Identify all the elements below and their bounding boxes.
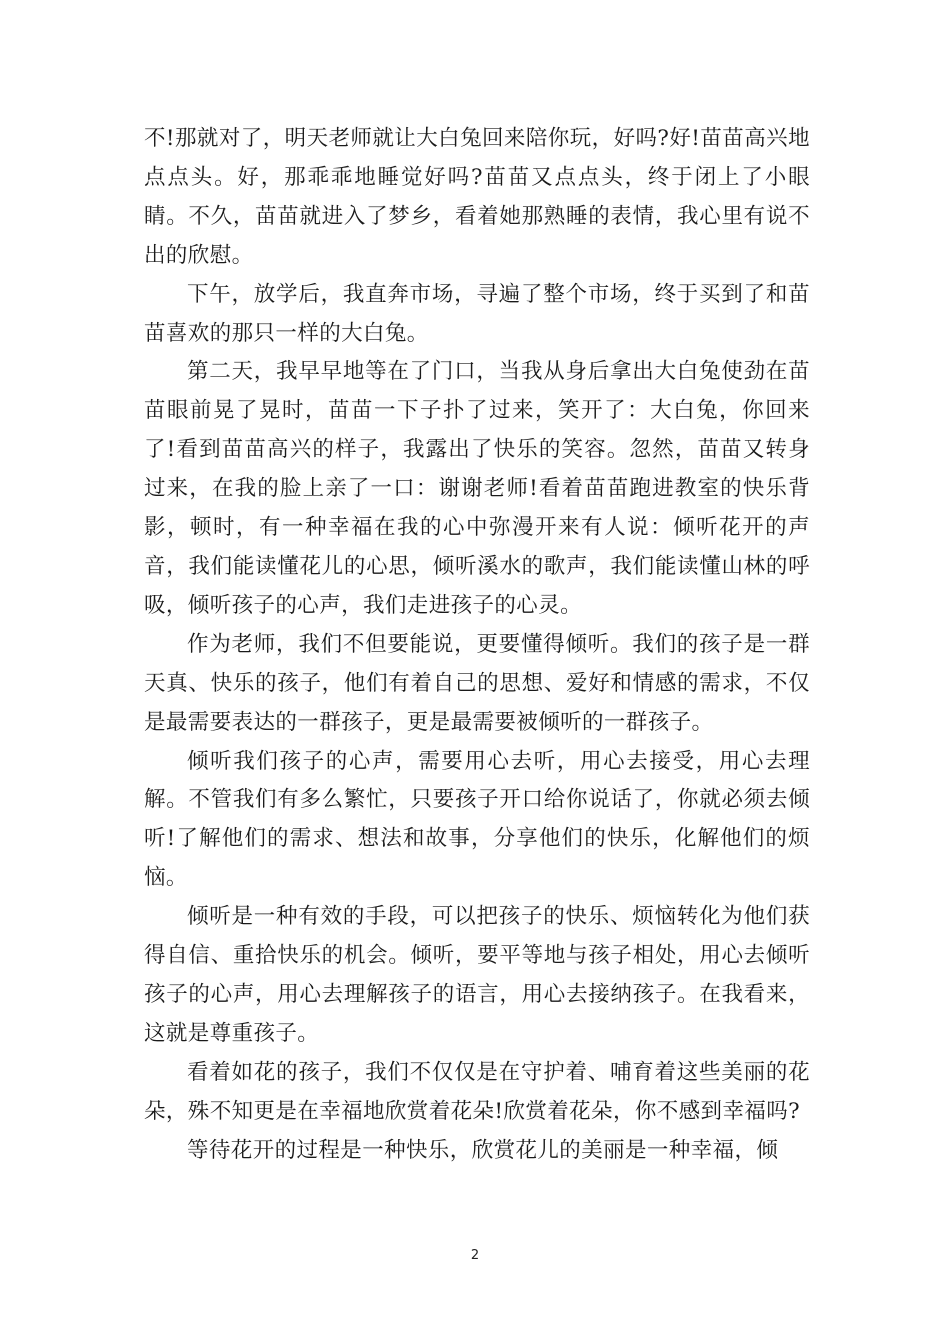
paragraph-6: 倾听是一种有效的手段，可以把孩子的快乐、烦恼转化为他们获得自信、重拾快乐的机会。倾听，要平等地与孩子相处，用心去倾听孩子的心声，用心去理解孩子的语言，用心去接纳孩子。在我看来，这就是尊重孩子。 [144,904,810,1046]
paragraph-5: 倾听我们孩子的心声，需要用心去听，用心去接受，用心去理解。不管我们有多么繁忙，只要孩子开口给你说话了，你就必须去倾听!了解他们的需求、想法和故事，分享他们的快乐，化解他们的烦恼。 [144,748,810,891]
paragraph-8: 等待花开的过程是一种快乐，欣赏花儿的美丽是一种幸福，倾 [187,1137,779,1163]
paragraph-4: 作为老师，我们不但要能说，更要懂得倾听。我们的孩子是一群天真、快乐的孩子，他们有着自己的思想、爱好和情感的需求，不仅是最需要表达的一群孩子，更是最需要被倾听的一群孩子。 [144,631,810,735]
paragraph-7: 看着如花的孩子，我们不仅仅是在守护着、哺育着这些美丽的花朵，殊不知更是在幸福地欣赏着花朵!欣赏着花朵，你不感到幸福吗? [144,1059,810,1124]
paragraph-3: 第二天，我早早地等在了门口，当我从身后拿出大白兔使劲在苗苗眼前晃了晃时，苗苗一下子扑了过来，笑开了：大白兔，你回来了!看到苗苗高兴的样子，我露出了快乐的笑容。忽然，苗苗又转身过来，在我的脸上亲了一口：谢谢老师!看着苗苗跑进教室的快乐背影，顿时，有一种幸福在我的心中弥漫开来有人说：倾听花开的声音，我们能读懂花儿的心思，倾听溪水的歌声，我们能读懂山林的呼吸，倾听孩子的心声，我们走进孩子的心灵。 [144,359,810,618]
paragraph-1: 不!那就对了，明天老师就让大白兔回来陪你玩，好吗?好!苗苗高兴地点点头。好，那乖乖地睡觉好吗?苗苗又点点头，终于闭上了小眼睛。不久，苗苗就进入了梦乡，看着她那熟睡的表情，我心里有说不出的欣慰。 [144,126,810,268]
page-number: 2 [470,1248,480,1263]
document-body [144,120,810,1170]
paragraph-2: 下午，放学后，我直奔市场，寻遍了整个市场，终于买到了和苗苗喜欢的那只一样的大白兔。 [144,281,810,346]
